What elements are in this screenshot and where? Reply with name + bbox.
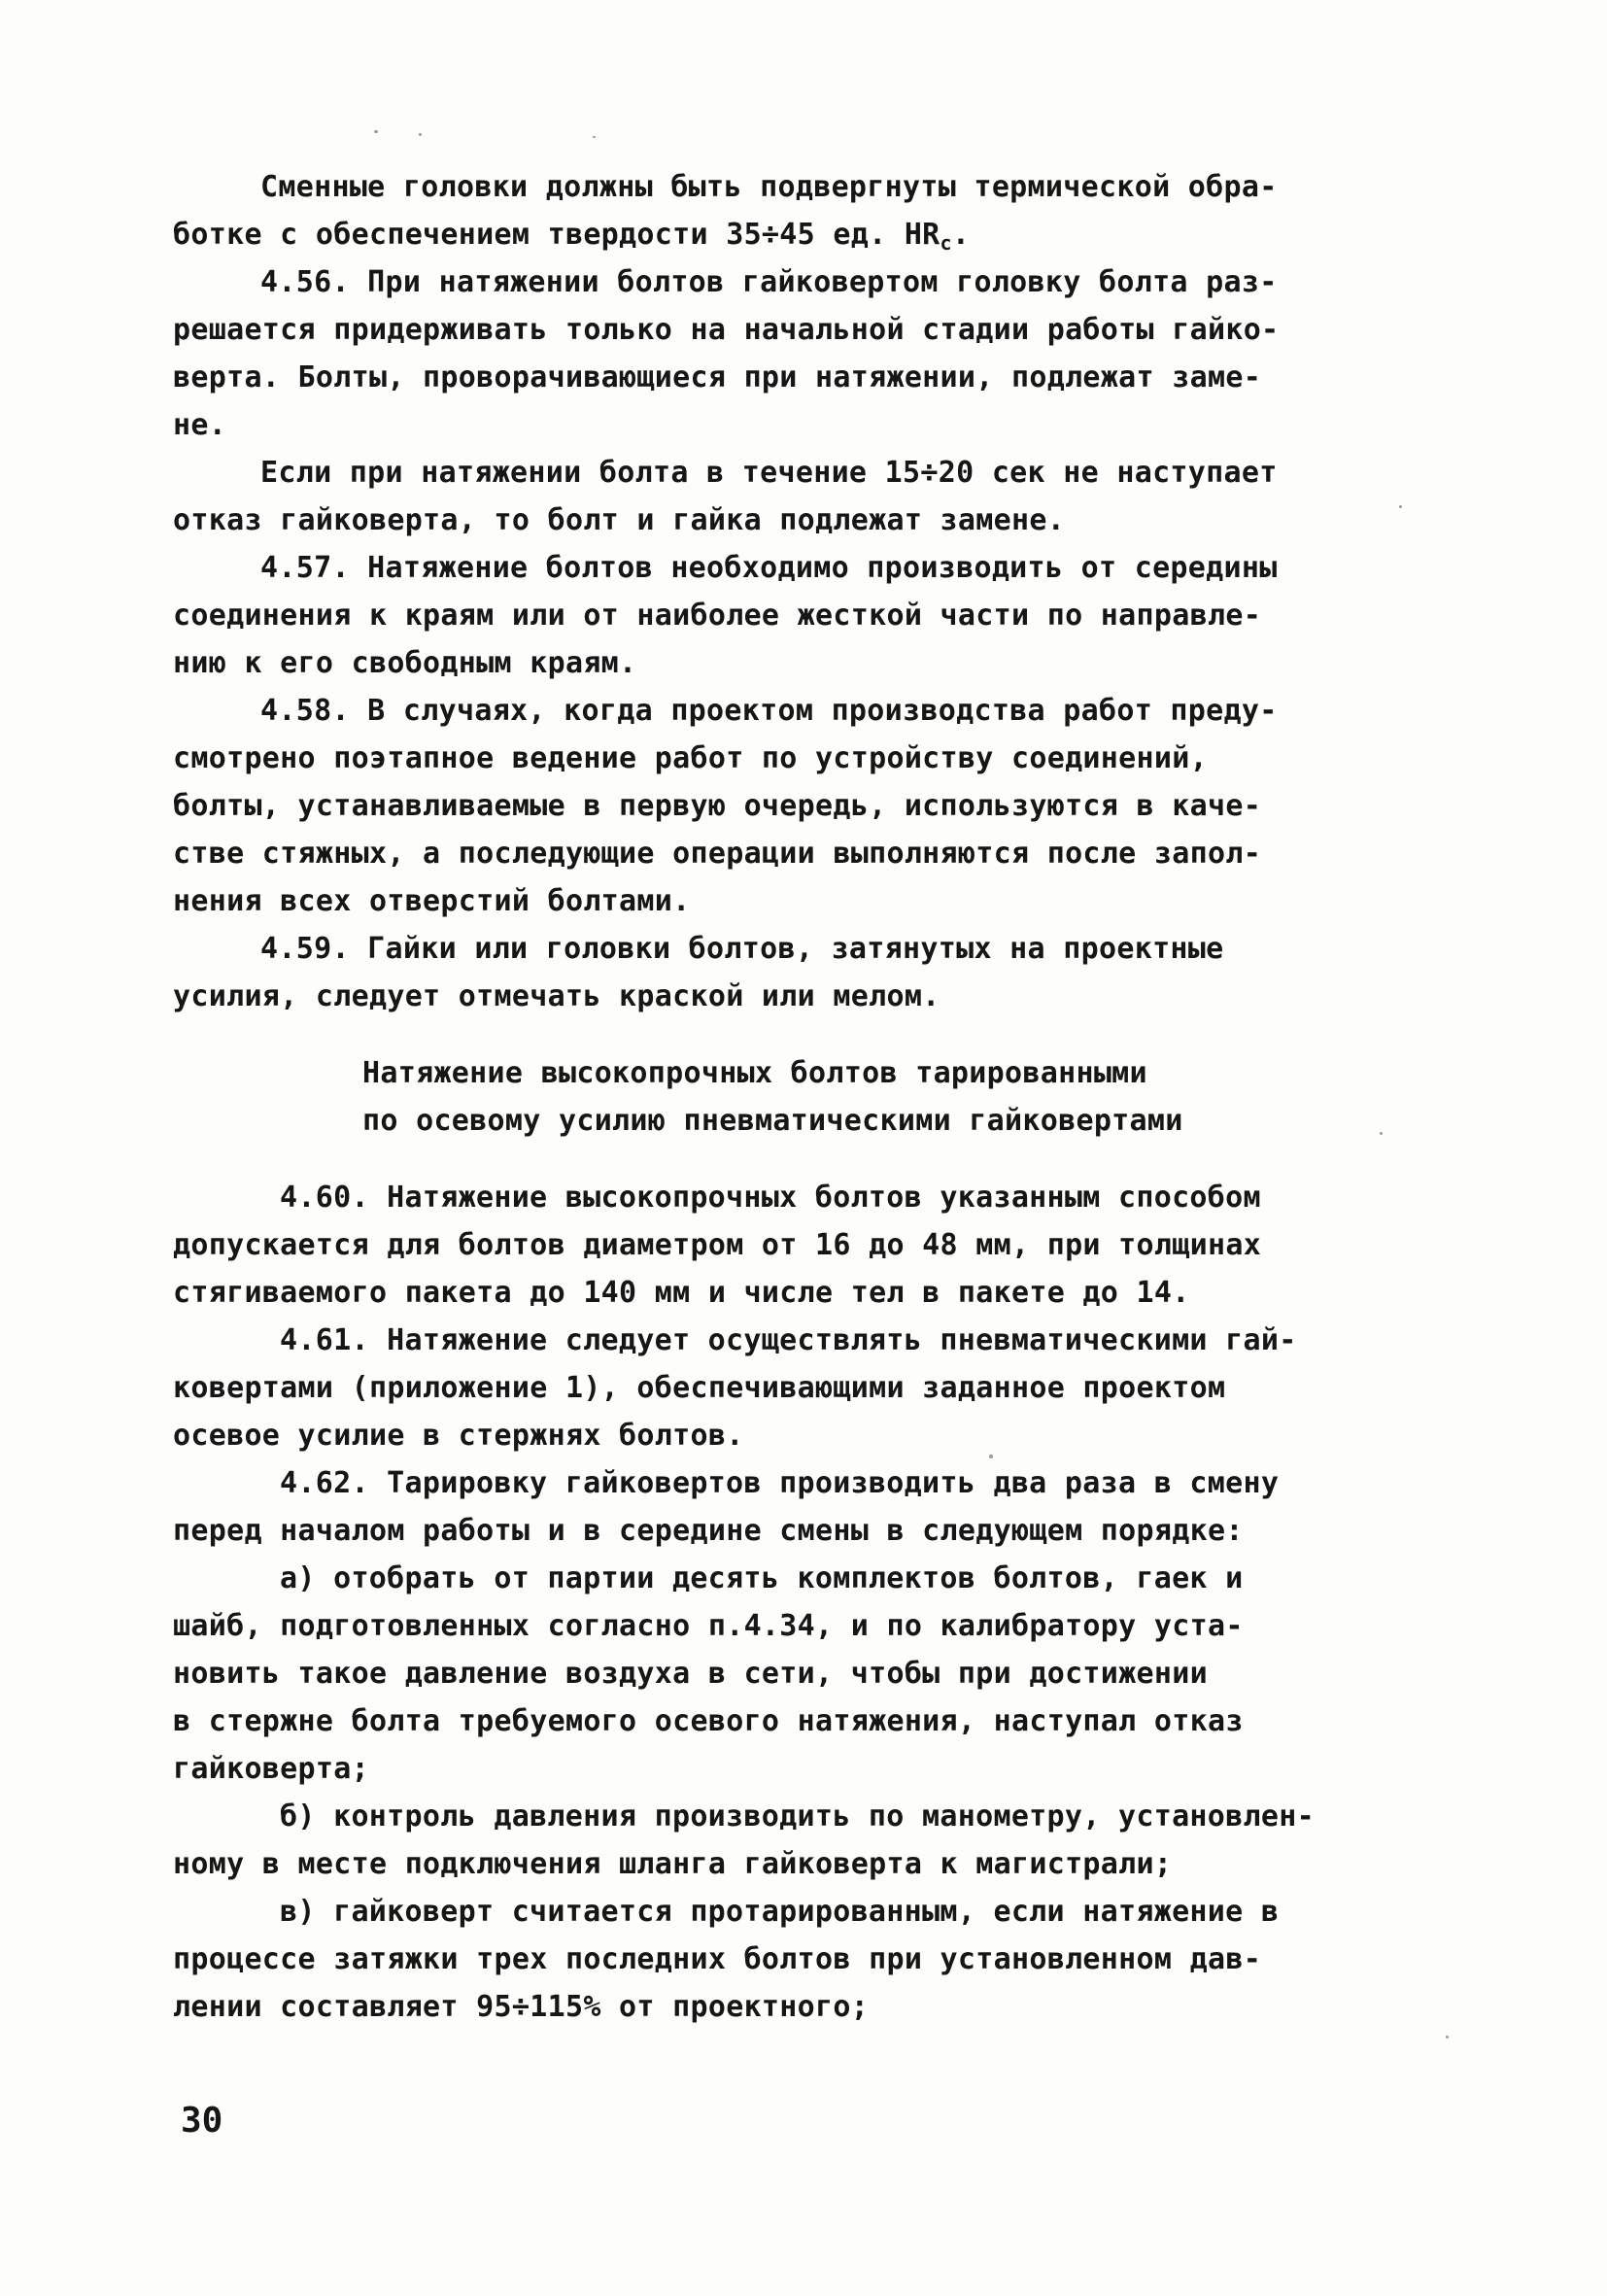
scan-speck (593, 136, 596, 138)
text-line: решается придерживать только на начальной стадии работы гайко- (173, 313, 1280, 347)
text-line: шайб, подготовленных согласно п.4.34, и по калибратору уста- (173, 1609, 1244, 1643)
hrc-subscript: c (940, 231, 952, 255)
scan-speck (419, 133, 422, 136)
section-heading: Натяжение высокопрочных болтов тарированными (362, 1056, 1147, 1090)
text-line: 4.61. Натяжение следует осуществлять пневматическими гай- (280, 1323, 1297, 1357)
text-line: в стержне болта требуемого осевого натяжения, наступал отказ (173, 1704, 1244, 1738)
text-line: допускается для болтов диаметром от 16 до 48 мм, при толщинах (173, 1228, 1262, 1262)
text-line: осевое усилие в стержнях болтов. (173, 1419, 744, 1453)
document-body (173, 163, 1436, 2031)
text-line: усилия, следует отмечать краской или мелом. (173, 979, 940, 1013)
page-number: 30 (181, 2101, 223, 2141)
text-line: новить такое давление воздуха в сети, чтобы при достижении (173, 1657, 1208, 1691)
text-line: 4.56. При натяжении болтов гайковертом головку болта раз- (260, 265, 1278, 299)
text-line: Сменные головки должны быть подвергнуты термической обра- (260, 170, 1278, 204)
text-line: соединения к краям или от наиболее жесткой части по направле- (173, 599, 1262, 633)
text-line-part: ботке с обеспечением твердости 35÷45 ед. HR (173, 218, 940, 252)
text-line: в) гайковерт считается протарированным, если натяжение в (280, 1895, 1280, 1929)
text-line: нения всех отверстий болтами. (173, 884, 691, 918)
text-line: б) контроль давления производить по манометру, установлен- (280, 1799, 1315, 1833)
text-line: 4.57. Натяжение болтов необходимо производить от середины (260, 551, 1278, 585)
hrc-suffix: . (951, 218, 971, 252)
text-line: перед началом работы и в середине смены в следующем порядке: (173, 1514, 1244, 1548)
text-line: 4.62. Тарировку гайковертов производить два раза в смену (280, 1466, 1280, 1500)
text-line: не. (173, 408, 227, 442)
text-line: ковертами (приложение 1), обеспечивающими заданное проектом (173, 1371, 1226, 1405)
section-heading: по осевому усилию пневматическими гайковертами (362, 1104, 1183, 1138)
text-line: стягиваемого пакета до 140 мм и числе тел в пакете до 14. (173, 1276, 1190, 1310)
text-line: 4.58. В случаях, когда проектом производства работ преду- (260, 694, 1278, 728)
text-line: 4.59. Гайки или головки болтов, затянутых на проектные (260, 932, 1224, 966)
text-line: процессе затяжки трех последних болтов при установленном дав- (173, 1942, 1262, 1976)
scan-speck (374, 130, 378, 133)
text-line: отказ гайковерта, то болт и гайка подлежат замене. (173, 503, 1066, 537)
text-line: верта. Болты, проворачивающиеся при натяжении, подлежат заме- (173, 360, 1262, 394)
text-line (173, 211, 1436, 258)
text-line: а) отобрать от партии десять комплектов болтов, гаек и (280, 1561, 1244, 1595)
text-line: болты, устанавливаемые в первую очередь, используются в каче- (173, 789, 1262, 823)
text-line: Если при натяжении болта в течение 15÷20 сек не наступает (260, 456, 1278, 490)
scan-speck (1446, 2036, 1449, 2039)
text-line: стве стяжных, а последующие операции выполняются после запол- (173, 837, 1262, 871)
text-line: гайковерта; (173, 1752, 369, 1786)
text-line: нию к его свободным краям. (173, 646, 637, 680)
text-line: 4.60. Натяжение высокопрочных болтов указанным способом (280, 1181, 1261, 1215)
text-line: смотрено поэтапное ведение работ по устройству соединений, (173, 741, 1208, 775)
text-line: лении составляет 95÷115% от проектного; (173, 1990, 870, 2024)
section-gap (173, 1020, 1436, 1049)
section-gap (173, 1145, 1436, 1174)
text-line: ному в месте подключения шланга гайковерта к магистрали; (173, 1847, 1173, 1881)
